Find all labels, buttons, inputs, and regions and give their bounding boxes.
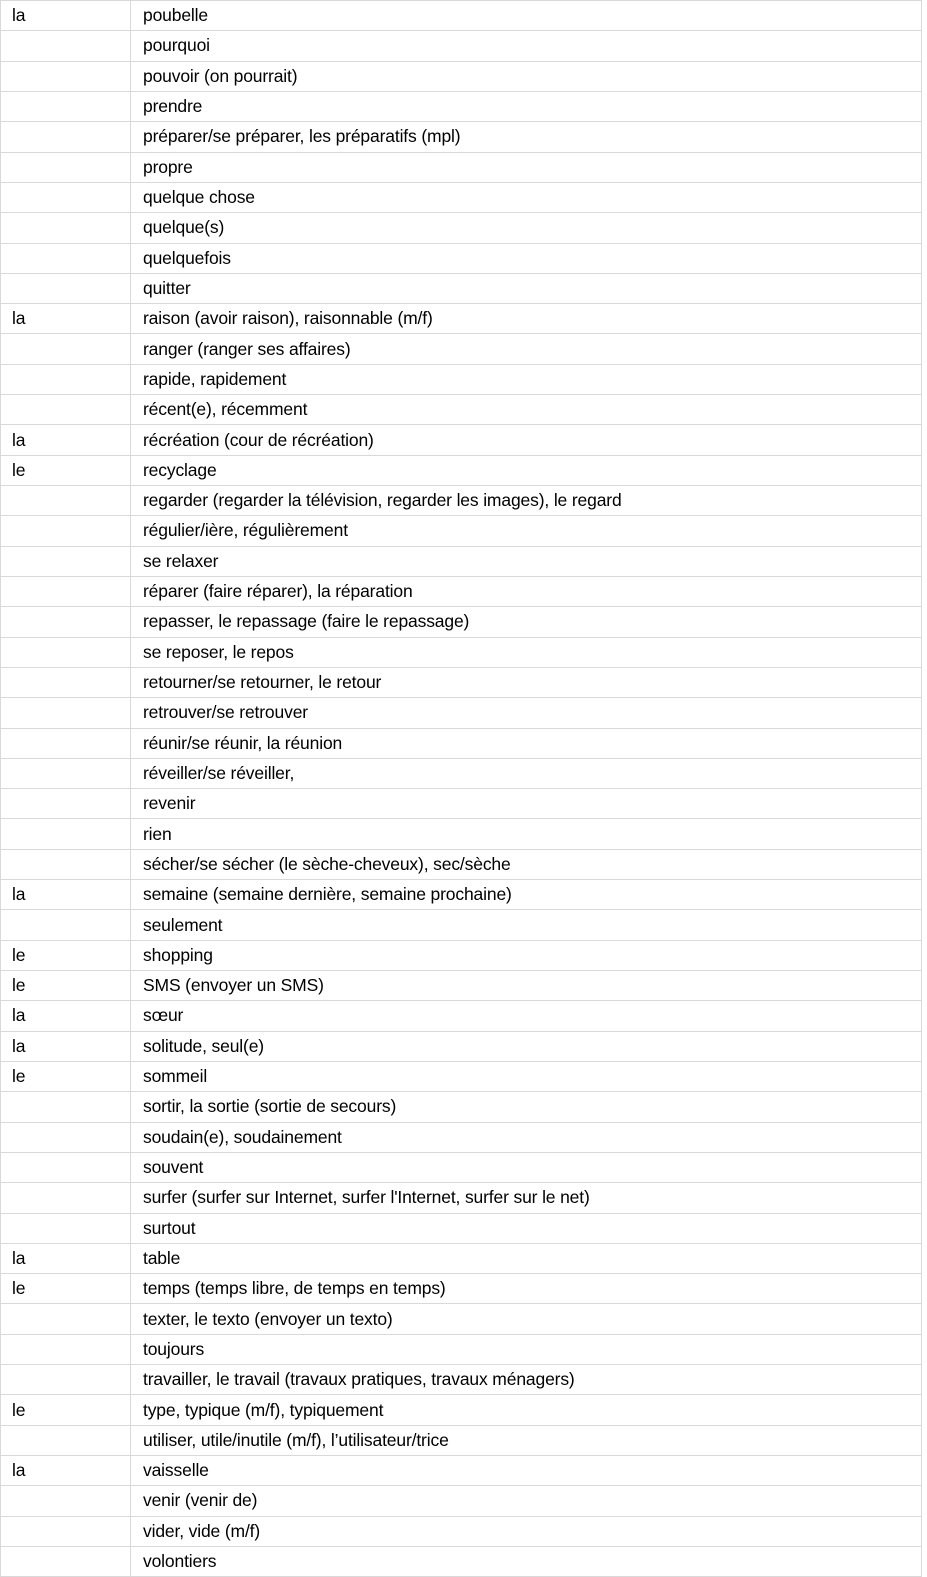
term-cell: se relaxer xyxy=(131,546,922,576)
vocabulary-table-body xyxy=(1,1,922,1577)
article-cell: la xyxy=(1,1243,131,1273)
article-cell xyxy=(1,849,131,879)
article-cell xyxy=(1,243,131,273)
term-cell: réveiller/se réveiller, xyxy=(131,758,922,788)
table-row xyxy=(1,698,922,728)
article-cell xyxy=(1,61,131,91)
term-cell: quelquefois xyxy=(131,243,922,273)
table-row xyxy=(1,1456,922,1486)
article-cell xyxy=(1,1546,131,1576)
term-cell: récent(e), récemment xyxy=(131,395,922,425)
article-cell: le xyxy=(1,1061,131,1091)
table-row xyxy=(1,1243,922,1273)
article-cell xyxy=(1,334,131,364)
article-cell xyxy=(1,819,131,849)
term-cell: venir (venir de) xyxy=(131,1486,922,1516)
table-row xyxy=(1,971,922,1001)
article-cell xyxy=(1,516,131,546)
table-row xyxy=(1,849,922,879)
table-row xyxy=(1,1395,922,1425)
table-row xyxy=(1,546,922,576)
term-cell: soudain(e), soudainement xyxy=(131,1122,922,1152)
term-cell: rapide, rapidement xyxy=(131,364,922,394)
table-row xyxy=(1,910,922,940)
table-row xyxy=(1,1031,922,1061)
term-cell: poubelle xyxy=(131,1,922,31)
table-row xyxy=(1,122,922,152)
term-cell: quelque(s) xyxy=(131,213,922,243)
term-cell: réunir/se réunir, la réunion xyxy=(131,728,922,758)
table-row xyxy=(1,334,922,364)
term-cell: semaine (semaine dernière, semaine prochaine) xyxy=(131,880,922,910)
term-cell: quitter xyxy=(131,273,922,303)
article-cell xyxy=(1,1092,131,1122)
term-cell: SMS (envoyer un SMS) xyxy=(131,971,922,1001)
article-cell xyxy=(1,213,131,243)
term-cell: régulier/ière, régulièrement xyxy=(131,516,922,546)
term-cell: recyclage xyxy=(131,455,922,485)
article-cell xyxy=(1,698,131,728)
term-cell: utiliser, utile/inutile (m/f), l’utilisateur/trice xyxy=(131,1425,922,1455)
article-cell: le xyxy=(1,455,131,485)
table-row xyxy=(1,1516,922,1546)
term-cell: propre xyxy=(131,152,922,182)
table-row xyxy=(1,1061,922,1091)
table-row xyxy=(1,1213,922,1243)
article-cell xyxy=(1,31,131,61)
table-row xyxy=(1,758,922,788)
term-cell: vaisselle xyxy=(131,1456,922,1486)
article-cell: le xyxy=(1,1395,131,1425)
article-cell xyxy=(1,758,131,788)
term-cell: type, typique (m/f), typiquement xyxy=(131,1395,922,1425)
table-row xyxy=(1,395,922,425)
table-row xyxy=(1,1546,922,1576)
article-cell xyxy=(1,91,131,121)
article-cell xyxy=(1,1365,131,1395)
term-cell: volontiers xyxy=(131,1546,922,1576)
table-row xyxy=(1,1001,922,1031)
table-row xyxy=(1,31,922,61)
term-cell: pouvoir (on pourrait) xyxy=(131,61,922,91)
term-cell: raison (avoir raison), raisonnable (m/f) xyxy=(131,304,922,334)
article-cell xyxy=(1,576,131,606)
table-row xyxy=(1,1183,922,1213)
table-row xyxy=(1,273,922,303)
term-cell: solitude, seul(e) xyxy=(131,1031,922,1061)
term-cell: retourner/se retourner, le retour xyxy=(131,667,922,697)
table-row xyxy=(1,243,922,273)
table-row xyxy=(1,425,922,455)
table-row xyxy=(1,1152,922,1182)
article-cell xyxy=(1,1122,131,1152)
article-cell xyxy=(1,1304,131,1334)
article-cell xyxy=(1,486,131,516)
article-cell xyxy=(1,637,131,667)
article-cell: la xyxy=(1,425,131,455)
article-cell xyxy=(1,1516,131,1546)
article-cell xyxy=(1,1183,131,1213)
article-cell xyxy=(1,122,131,152)
term-cell: sécher/se sécher (le sèche-cheveux), sec/sèche xyxy=(131,849,922,879)
table-row xyxy=(1,1334,922,1364)
term-cell: retrouver/se retrouver xyxy=(131,698,922,728)
article-cell: le xyxy=(1,1274,131,1304)
table-row xyxy=(1,213,922,243)
article-cell xyxy=(1,789,131,819)
table-row xyxy=(1,728,922,758)
term-cell: quelque chose xyxy=(131,182,922,212)
table-row xyxy=(1,364,922,394)
table-row xyxy=(1,637,922,667)
table-row xyxy=(1,819,922,849)
table-row xyxy=(1,1092,922,1122)
table-row xyxy=(1,182,922,212)
article-cell xyxy=(1,273,131,303)
article-cell: la xyxy=(1,304,131,334)
term-cell: travailler, le travail (travaux pratiques, travaux ménagers) xyxy=(131,1365,922,1395)
term-cell: temps (temps libre, de temps en temps) xyxy=(131,1274,922,1304)
term-cell: revenir xyxy=(131,789,922,819)
term-cell: table xyxy=(131,1243,922,1273)
article-cell: le xyxy=(1,940,131,970)
table-row xyxy=(1,1,922,31)
article-cell xyxy=(1,152,131,182)
table-row xyxy=(1,1425,922,1455)
article-cell xyxy=(1,1152,131,1182)
term-cell: pourquoi xyxy=(131,31,922,61)
term-cell: texter, le texto (envoyer un texto) xyxy=(131,1304,922,1334)
article-cell xyxy=(1,910,131,940)
table-row xyxy=(1,880,922,910)
table-row xyxy=(1,940,922,970)
term-cell: sœur xyxy=(131,1001,922,1031)
term-cell: réparer (faire réparer), la réparation xyxy=(131,576,922,606)
table-row xyxy=(1,789,922,819)
article-cell xyxy=(1,1486,131,1516)
table-row xyxy=(1,607,922,637)
term-cell: ranger (ranger ses affaires) xyxy=(131,334,922,364)
article-cell xyxy=(1,728,131,758)
table-row xyxy=(1,455,922,485)
term-cell: toujours xyxy=(131,1334,922,1364)
term-cell: récréation (cour de récréation) xyxy=(131,425,922,455)
term-cell: repasser, le repassage (faire le repassage) xyxy=(131,607,922,637)
article-cell: le xyxy=(1,971,131,1001)
article-cell xyxy=(1,546,131,576)
table-row xyxy=(1,152,922,182)
article-cell xyxy=(1,1213,131,1243)
term-cell: shopping xyxy=(131,940,922,970)
article-cell xyxy=(1,1334,131,1364)
term-cell: vider, vide (m/f) xyxy=(131,1516,922,1546)
table-row xyxy=(1,1304,922,1334)
table-row xyxy=(1,667,922,697)
term-cell: rien xyxy=(131,819,922,849)
term-cell: souvent xyxy=(131,1152,922,1182)
article-cell: la xyxy=(1,1456,131,1486)
article-cell xyxy=(1,607,131,637)
term-cell: surtout xyxy=(131,1213,922,1243)
article-cell xyxy=(1,182,131,212)
table-row xyxy=(1,516,922,546)
table-row xyxy=(1,91,922,121)
term-cell: regarder (regarder la télévision, regarder les images), le regard xyxy=(131,486,922,516)
table-row xyxy=(1,1122,922,1152)
term-cell: prendre xyxy=(131,91,922,121)
table-row xyxy=(1,486,922,516)
article-cell xyxy=(1,1425,131,1455)
table-row xyxy=(1,576,922,606)
term-cell: sortir, la sortie (sortie de secours) xyxy=(131,1092,922,1122)
article-cell: la xyxy=(1,1001,131,1031)
term-cell: préparer/se préparer, les préparatifs (mpl) xyxy=(131,122,922,152)
article-cell xyxy=(1,395,131,425)
table-row xyxy=(1,1274,922,1304)
table-row xyxy=(1,61,922,91)
article-cell: la xyxy=(1,880,131,910)
table-row xyxy=(1,1486,922,1516)
article-cell xyxy=(1,364,131,394)
article-cell xyxy=(1,667,131,697)
term-cell: surfer (surfer sur Internet, surfer l'Internet, surfer sur le net) xyxy=(131,1183,922,1213)
article-cell: la xyxy=(1,1,131,31)
term-cell: sommeil xyxy=(131,1061,922,1091)
table-row xyxy=(1,1365,922,1395)
article-cell: la xyxy=(1,1031,131,1061)
table-row xyxy=(1,304,922,334)
term-cell: se reposer, le repos xyxy=(131,637,922,667)
term-cell: seulement xyxy=(131,910,922,940)
